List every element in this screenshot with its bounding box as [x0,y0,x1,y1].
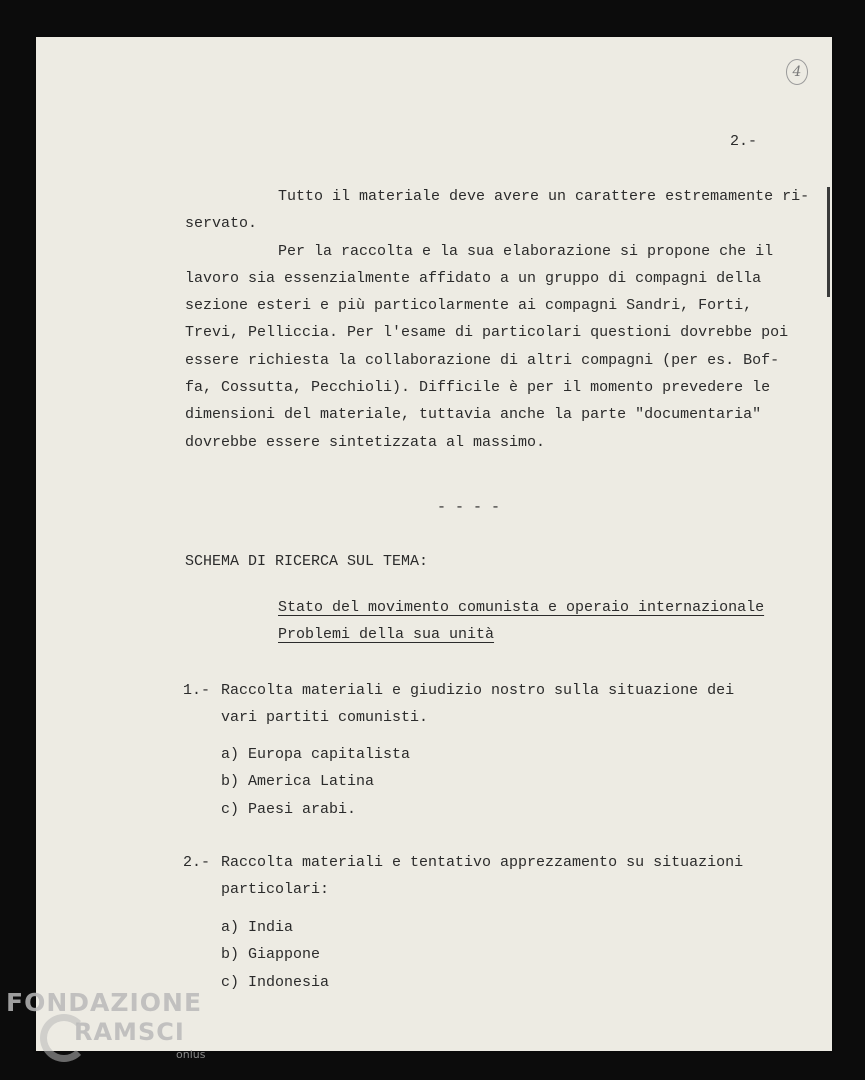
paragraph-2-line-6: fa, Cossutta, Pecchioli). Difficile è per il momento prevedere le [185,379,771,396]
fondazione-gramsci-watermark [6,988,236,1078]
section-2-line-2: particolari: [221,881,330,898]
watermark-line-3: onlus [176,1048,206,1061]
section-2-item-a: a) India [221,919,294,936]
section-2-item-b: b) Giappone [221,946,321,963]
paragraph-1-line-1: Tutto il materiale deve avere un carattere estremamente ri- [278,188,810,205]
section-1-item-c: c) Paesi arabi. [221,801,357,818]
binding-mark [827,187,830,297]
schema-heading: SCHEMA DI RICERCA SUL TEMA: [185,553,429,570]
paragraph-2-line-4: Trevi, Pelliccia. Per l'esame di particolari questioni dovrebbe poi [185,324,789,341]
theme-title-line-1: Stato del movimento comunista e operaio internazionale [278,599,765,616]
section-1-item-b: b) America Latina [221,773,375,790]
paragraph-2-line-8: dovrebbe essere sintetizzata al massimo. [185,434,546,451]
section-2-number: 2.- [183,854,211,871]
paragraph-2-line-5: essere richiesta la collaborazione di altri compagni (per es. Bof- [185,352,780,369]
paragraph-2-line-7: dimensioni del materiale, tuttavia anche la parte "documentaria" [185,406,762,423]
section-1-item-a: a) Europa capitalista [221,746,411,763]
paragraph-1-line-2: servato. [185,215,258,232]
section-2-item-c: c) Indonesia [221,974,330,991]
page-number: 2.- [730,133,758,150]
theme-title-line-2: Problemi della sua unità [278,626,495,643]
paragraph-2-line-3: sezione esteri e più particolarmente ai compagni Sandri, Forti, [185,297,753,314]
paragraph-2-line-1: Per la raccolta e la sua elaborazione si propone che il [278,243,774,260]
section-2-line-1: Raccolta materiali e tentativo apprezzamento su situazioni [221,854,744,871]
watermark-line-1: FONDAZIONE [6,988,203,1017]
paragraph-2-line-2: lavoro sia essenzialmente affidato a un gruppo di compagni della [185,270,762,287]
section-1-number: 1.- [183,682,211,699]
archive-page-mark: 4 [786,59,808,85]
section-separator: - - - - [437,499,501,516]
watermark-line-2: RAMSCI [74,1018,185,1046]
document-page [36,37,832,1051]
section-1-line-2: vari partiti comunisti. [221,709,429,726]
section-1-line-1: Raccolta materiali e giudizio nostro sulla situazione dei [221,682,735,699]
